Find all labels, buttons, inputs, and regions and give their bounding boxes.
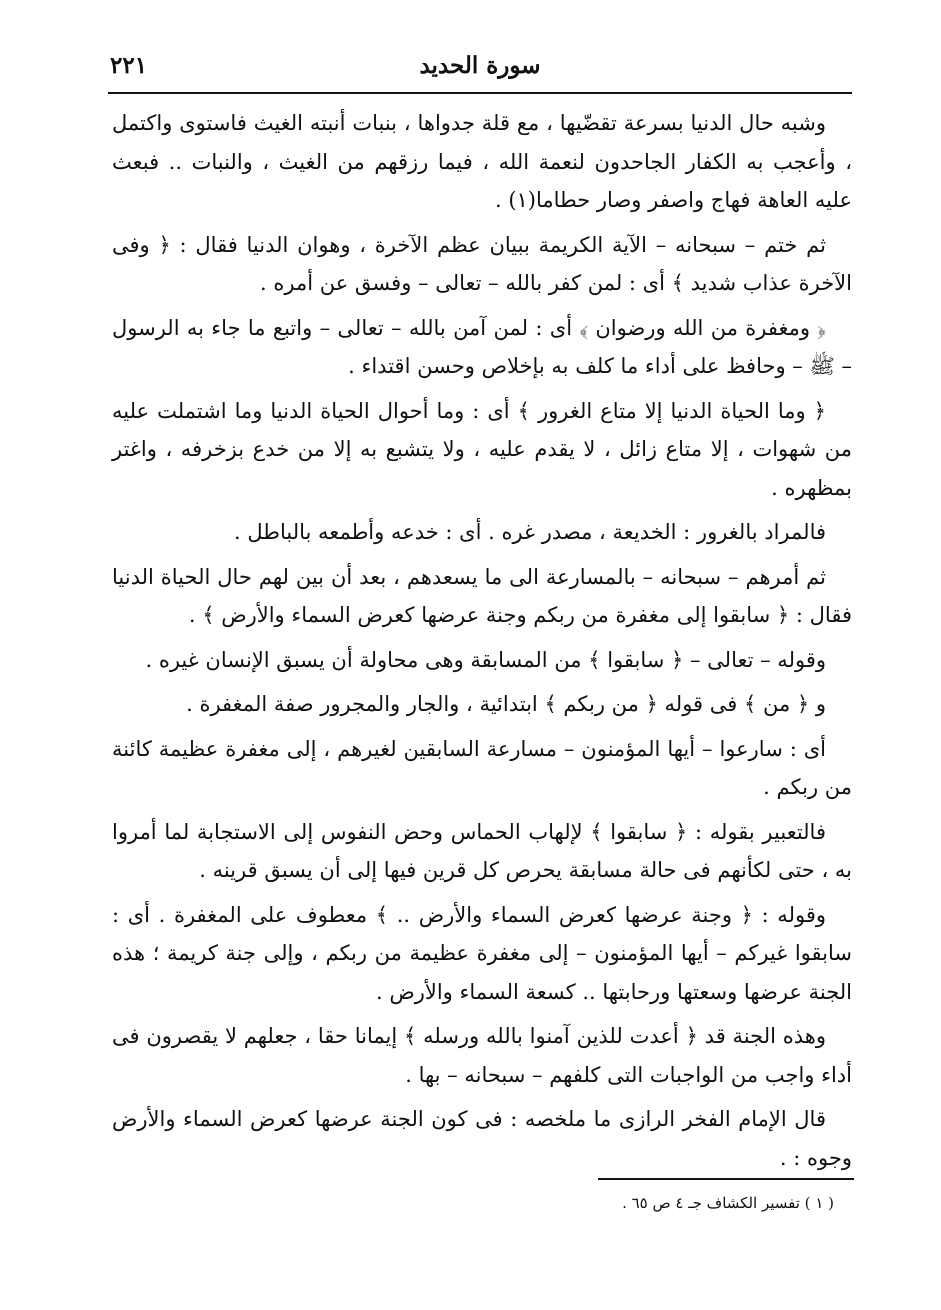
paragraph-2: ثم ختم – سبحانه – الآية الكريمة ببيان عظم الآخرة ، وهوان الدنيا فقال : ﴿ وفى الآخرة عذاب شديد ﴾ أى : لمن كفر بالله – تعالى – وفسق عن أمره . bbox=[112, 232, 852, 295]
paragraph-13: قال الإمام الفخر الرازى ما ملخصه : فى كون الجنة عرضها كعرض السماء والأرض وجوه : . bbox=[112, 1107, 852, 1170]
footnote-rule bbox=[598, 1178, 854, 1180]
header-rule bbox=[108, 92, 852, 94]
page-header bbox=[110, 52, 850, 92]
paragraph-11: وقوله : ﴿ وجنة عرضها كعرض السماء والأرض .. ﴾ معطوف على المغفرة . أى : سابقوا غيركم – أيها المؤمنون – إلى مغفرة عظيمة من ربكم ، وإلى جنة كريمة ؛ هذه الجنة عرضها وسعتها ورحابتها .. كسعة السماء والأرض . bbox=[112, 902, 852, 1004]
paragraph-7: وقوله – تعالى – ﴿ سابقوا ﴾ من المسابقة وهى محاولة أن يسبق الإنسان غيره . bbox=[145, 647, 826, 672]
paragraph-8: و ﴿ من ﴾ فى قوله ﴿ من ربكم ﴾ ابتدائية ، والجار والمجرور صفة المغفرة . bbox=[186, 692, 826, 716]
paragraph-6: ثم أمرهم – سبحانه – بالمسارعة الى ما يسعدهم ، بعد أن بين لهم حال الحياة الدنيا فقال : ﴿ سابقوا إلى مغفرة من ربكم وجنة عرضها كعرض السماء والأرض ﴾ . bbox=[112, 564, 852, 627]
surah-title: سورة الحديد bbox=[419, 52, 541, 79]
footnote: ( ١ ) تفسير الكشاف جـ ٤ ص ٦٥ . bbox=[622, 1194, 834, 1212]
page-number: ٢٢١ bbox=[110, 52, 148, 79]
main-text bbox=[112, 104, 852, 1183]
paragraph-4: ﴿ وما الحياة الدنيا إلا متاع الغرور ﴾ أى : وما أحوال الحياة الدنيا وما اشتملت عليه من شهوات ، إلا متاع زائل ، لا يقدم عليه ، ولا يتشبع به إلا من خدع بزخرفه ، واغتر بمظهره . bbox=[112, 398, 852, 500]
paragraph-9: أى : سارعوا – أيها المؤمنون – مسارعة السابقين لغيرهم ، إلى مغفرة عظيمة كائنة من ربكم . bbox=[112, 736, 852, 799]
paragraph-3: ﴿ ومغفرة من الله ورضوان ﴾ أى : لمن آمن بالله – تعالى – واتبع ما جاء به الرسول – ﷺ – وحافظ على أداء ما كلف به بإخلاص وحسن اقتداء . bbox=[112, 315, 852, 378]
paragraph-12: وهذه الجنة قد ﴿ أعدت للذين آمنوا بالله ورسله ﴾ إيمانا حقا ، جعلهم لا يقصرون فى أداء واجب من الواجبات التى كلفهم – سبحانه – بها . bbox=[112, 1024, 852, 1087]
paragraph-10: فالتعبير بقوله : ﴿ سابقوا ﴾ لإلهاب الحماس وحض النفوس إلى الاستجابة لما أمروا به ، حتى لكأنهم فى حالة مسابقة يحرص كل قرين فيها إلى أن يسبق قرينه . bbox=[112, 819, 852, 882]
paragraph-5: فالمراد بالغرور : الخديعة ، مصدر غره . أى : خدعه وأطمعه بالباطل . bbox=[234, 520, 826, 544]
paragraph-1: وشبه حال الدنيا بسرعة تقضّيها ، مع قلة جدواها ، بنبات أنبته الغيث فاستوى واكتمل ، وأعجب به الكفار الجاحدون لنعمة الله ، فيما رزقهم من الغيث ، والنبات .. فبعث عليه العاهة فهاج واصفر وصار حطاما(١) . bbox=[112, 111, 852, 212]
